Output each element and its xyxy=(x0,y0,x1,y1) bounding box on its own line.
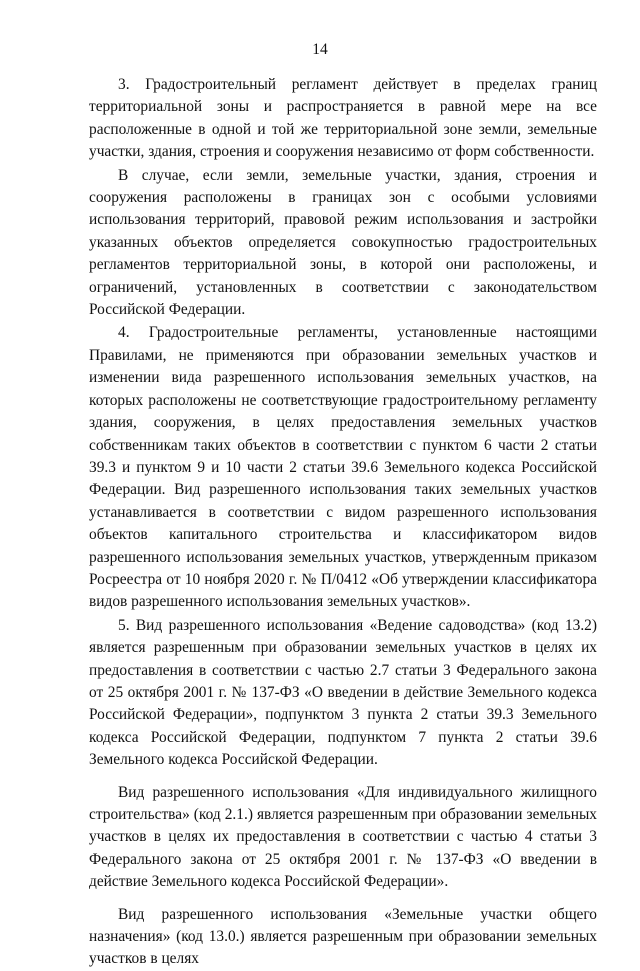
document-body xyxy=(89,74,597,971)
paragraph-3: 3. Градостроительный регламент действует в пределах границ территориальной зоны и распространяется в равной мере на все расположенные в одной и той же территориальной зоне земли, земельные участки, здания, строения и сооружения независимо от форм собственности. xyxy=(89,76,597,161)
paragraph-5-individual-housing: Вид разрешенного использования «Для индивидуального жилищного строительства» (код 2.1.) является разрешенным при образовании земельных участков в целях их предоставления в соответствии с частью 4 статьи 3 Федерального закона от 25 октября 2001 г. № 137-ФЗ «О введении в действие Земельного кодекса Российской Федерации». xyxy=(89,783,597,891)
paragraph-4: 4. Градостроительные регламенты, установленные настоящими Правилами, не применяются при образовании земельных участков и изменении вида разрешенного использования земельных участков, на которых расположены не соответствующие градостроительному регламенту здания, сооружения, в целях предоставления земельных участков собственникам таких объектов в соответствии с пунктом 6 части 2 статьи 39.3 и пунктом 9 и 10 части 2 статьи 39.6 Земельного кодекса Российской Федерации. Вид разрешенного использования таких земельных участков устанавливается в соответствии с видом разрешенного использования объектов капитального строительства и классификатором видов разрешенного использования земельных участков, утвержденным приказом Росреестра от 10 ноября 2020 г. № П/0412 «Об утверждении классификатора видов разрешенного использования земельных участков». xyxy=(89,324,597,611)
paragraph-5: 5. Вид разрешенного использования «Ведение садоводства» (код 13.2) является разрешенным при образовании земельных участков в целях их предоставления в соответствии с частью 2.7 статьи 3 Федерального закона от 25 октября 2001 г. № 137-ФЗ «О введении в действие Земельного кодекса Российской Федерации», подпунктом 3 пункта 2 статьи 39.3 Земельного кодекса Российской Федерации, подпунктом 7 пункта 2 статьи 39.6 Земельного кодекса Российской Федерации. xyxy=(89,616,597,769)
paragraph-3-continuation: В случае, если земли, земельные участки, здания, строения и сооружения расположены в границах зон с особыми условиями использования территорий, правовой режим использования и застройки указанных объектов определяется совокупностью градостроительных регламентов территориальной зоны, в которой они расположены, и ограничений, установленных в соответствии с законодательством Российской Федерации. xyxy=(89,166,597,319)
page-number: 14 xyxy=(312,41,328,58)
paragraph-5-common-land: Вид разрешенного использования «Земельные участки общего назначения» (код 13.0.) является разрешенным при образовании земельных участков в целях xyxy=(89,905,597,968)
